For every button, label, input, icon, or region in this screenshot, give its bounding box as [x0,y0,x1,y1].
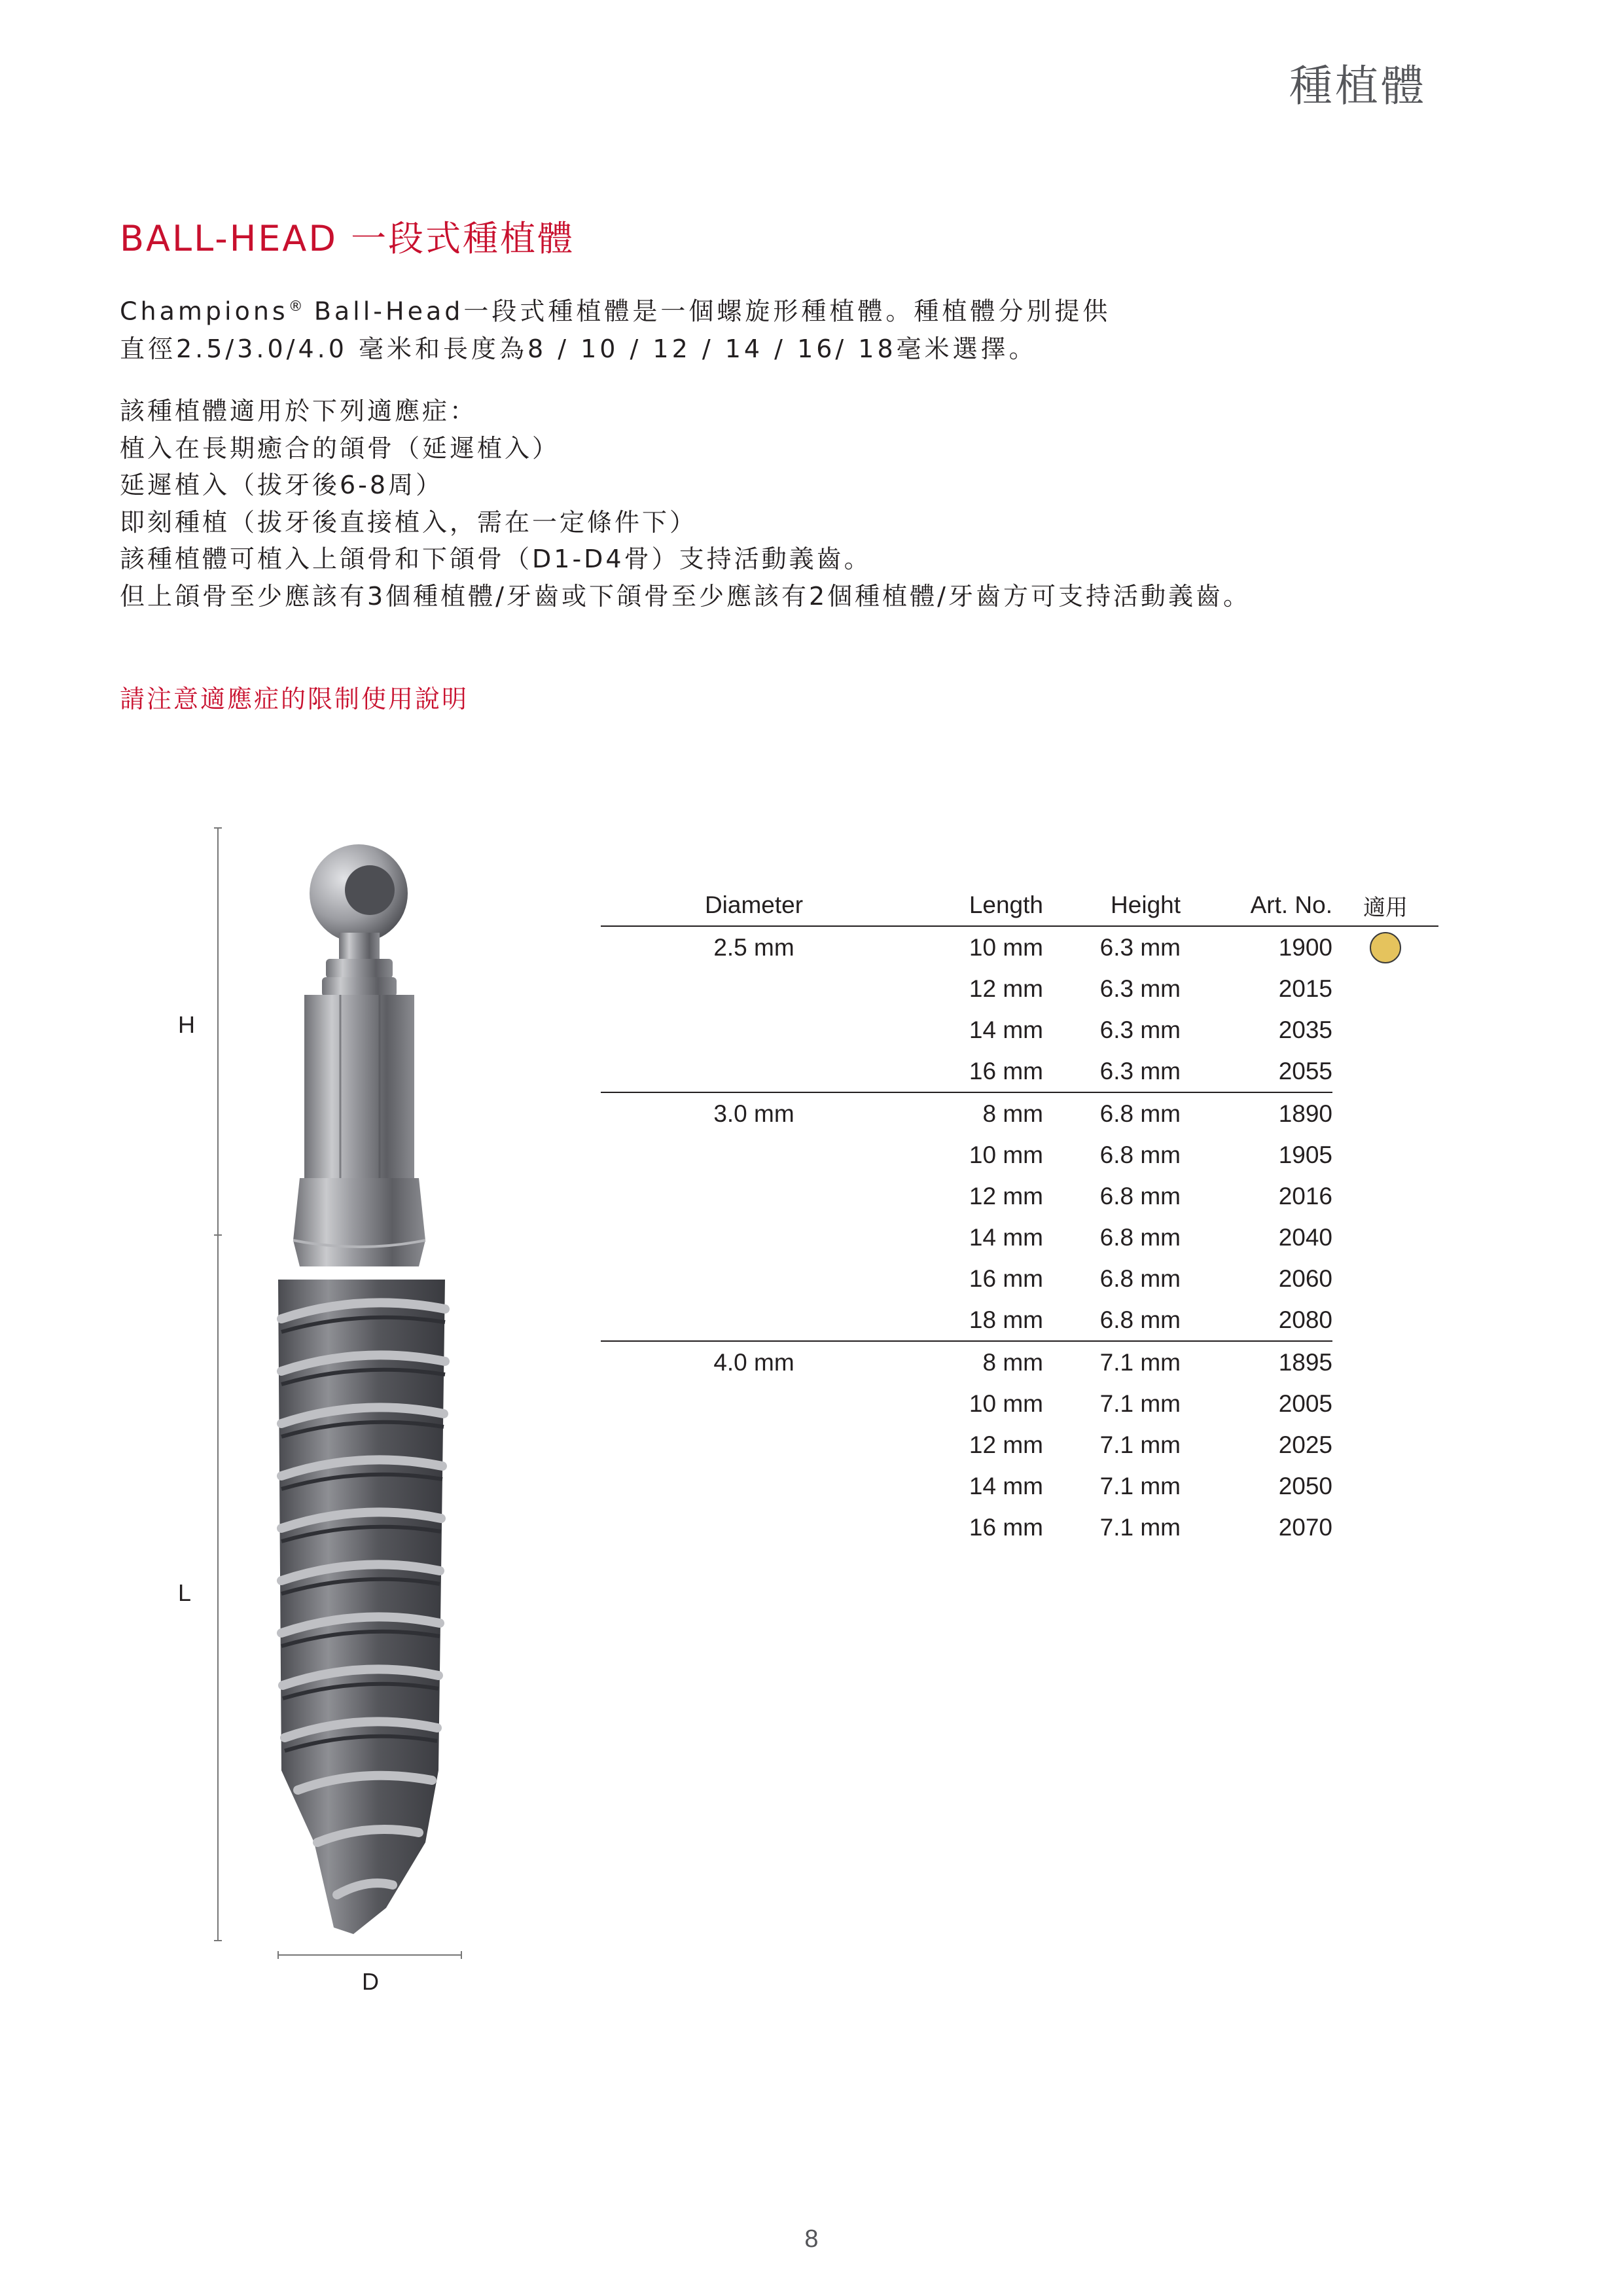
cell-diameter [601,1009,907,1050]
table-row [601,1383,1438,1424]
indication-line: 即刻種植（拔牙後直接植入，需在一定條件下） [120,507,698,537]
cell-length: 16 mm [969,1513,1043,1541]
cell-height: 6.8 mm [1043,1092,1181,1134]
cell-height: 7.1 mm [1043,1341,1181,1383]
cell-art-no: 2040 [1278,1223,1332,1251]
product-table [601,885,1438,1548]
length-label: L [178,1579,192,1606]
table-row [601,1258,1438,1299]
cell-art-no: 2015 [1278,975,1332,1002]
cell-art-no: 2016 [1278,1182,1332,1210]
table-row [601,1341,1438,1383]
indications-list [120,393,1251,615]
cell-art-no: 1900 [1278,933,1332,961]
cell-art-no: 2025 [1278,1431,1332,1458]
cell-height: 7.1 mm [1099,1513,1181,1541]
cell-height: 6.3 mm [1099,975,1181,1002]
implant-illustration [151,821,491,1986]
header-applicable: 適用 [1332,885,1438,926]
intro-line-1 [120,288,1111,331]
cell-length: 8 mm [907,1341,1043,1383]
cell-height: 6.3 mm [1099,1057,1181,1085]
cell-length: 10 mm [969,1141,1043,1168]
brand-name: Champions [120,296,289,326]
cell-length: 12 mm [969,1431,1043,1458]
indication-line: 延遲植入（拔牙後6-8周） [120,471,444,499]
table-row [601,968,1438,1009]
cell-length: 18 mm [969,1306,1043,1333]
cell-art-no: 2060 [1278,1265,1332,1292]
header-length: Length [907,885,1043,926]
table-header-row [601,885,1438,926]
cell-diameter [601,1050,907,1092]
cell-diameter [601,1507,907,1548]
indication-line: 該種植體可植入上頜骨和下頜骨（D1-D4骨）支持活動義齒。 [120,545,872,573]
cell-length: 14 mm [969,1223,1043,1251]
restriction-notice: 請注意適應症的限制使用說明 [120,685,469,713]
cell-height: 6.3 mm [1099,1016,1181,1043]
cell-diameter: 3.0 mm [601,1092,907,1134]
implant-figure [151,821,491,1995]
cell-length: 12 mm [969,1182,1043,1210]
applicable-dot-icon [1370,932,1401,963]
cell-diameter [601,968,907,1009]
cell-length: 10 mm [969,933,1043,961]
header-art-no: Art. No. [1181,885,1332,926]
cell-diameter: 4.0 mm [601,1341,907,1383]
cell-height: 6.3 mm [1099,933,1181,961]
table-row [601,1175,1438,1217]
cell-height: 6.8 mm [1099,1141,1181,1168]
diameter-label: D [362,1968,379,1995]
cell-length: 12 mm [969,975,1043,1002]
cell-diameter [601,1175,907,1217]
page-number: 8 [804,2225,819,2253]
cell-height: 7.1 mm [1099,1472,1181,1499]
cell-height: 7.1 mm [1099,1390,1181,1417]
cell-diameter [601,1424,907,1465]
cell-art-no: 2080 [1278,1306,1332,1333]
cell-diameter [601,1465,907,1507]
cell-height: 6.8 mm [1099,1182,1181,1210]
intro-line-1-rest: Ball-Head一段式種植體是一個螺旋形種植體。種植體分別提供 [302,296,1111,326]
cell-diameter [601,1258,907,1299]
section-title: BALL-HEAD 一段式種植體 [120,218,575,259]
table-row [601,926,1438,968]
table-row [601,1507,1438,1548]
cell-length: 16 mm [969,1057,1043,1085]
cell-height: 7.1 mm [1099,1431,1181,1458]
header-diameter: Diameter [601,885,907,926]
cell-height: 6.8 mm [1099,1306,1181,1333]
cell-art-no: 1895 [1181,1341,1332,1383]
registered-mark: ® [288,298,303,315]
indication-line: 但上頜骨至少應該有3個種植體/牙齒或下頜骨至少應該有2個種植體/牙齒方可支持活動義齒。 [120,581,1251,611]
table-row [601,1424,1438,1465]
applicable-indicator [1332,926,1438,968]
intro-paragraph [120,288,1111,368]
cell-height: 6.8 mm [1099,1223,1181,1251]
cell-diameter [601,1217,907,1258]
cell-length: 16 mm [969,1265,1043,1292]
header-height: Height [1043,885,1181,926]
header-title: 種植體 [1289,61,1427,111]
table-row [601,1465,1438,1507]
cell-diameter: 2.5 mm [713,933,794,961]
cell-art-no: 2070 [1278,1513,1332,1541]
cell-length: 14 mm [969,1472,1043,1499]
cell-art-no: 2005 [1278,1390,1332,1417]
table-row [601,1009,1438,1050]
indication-line: 植入在長期癒合的頜骨（延遲植入） [120,433,560,463]
cell-art-no: 1890 [1181,1092,1332,1134]
table-row [601,1299,1438,1341]
cell-art-no: 2055 [1278,1057,1332,1085]
table-row [601,1134,1438,1175]
indication-line: 該種植體適用於下列適應症： [120,397,478,425]
cell-art-no: 1905 [1278,1141,1332,1168]
cell-length: 8 mm [907,1092,1043,1134]
cell-diameter [601,1134,907,1175]
table-row [601,1092,1438,1134]
cell-height: 6.8 mm [1099,1265,1181,1292]
cell-length: 14 mm [969,1016,1043,1043]
cell-diameter [601,1383,907,1424]
table-row [601,1217,1438,1258]
cell-art-no: 2035 [1278,1016,1332,1043]
cell-length: 10 mm [969,1390,1043,1417]
table-row [601,1050,1438,1092]
cell-diameter [601,1299,907,1341]
intro-line-2: 直徑2.5/3.0/4.0 毫米和長度為8 / 10 / 12 / 14 / 16/ 18毫米選擇。 [120,334,1037,363]
cell-art-no: 2050 [1278,1472,1332,1499]
height-label: H [178,1011,195,1038]
